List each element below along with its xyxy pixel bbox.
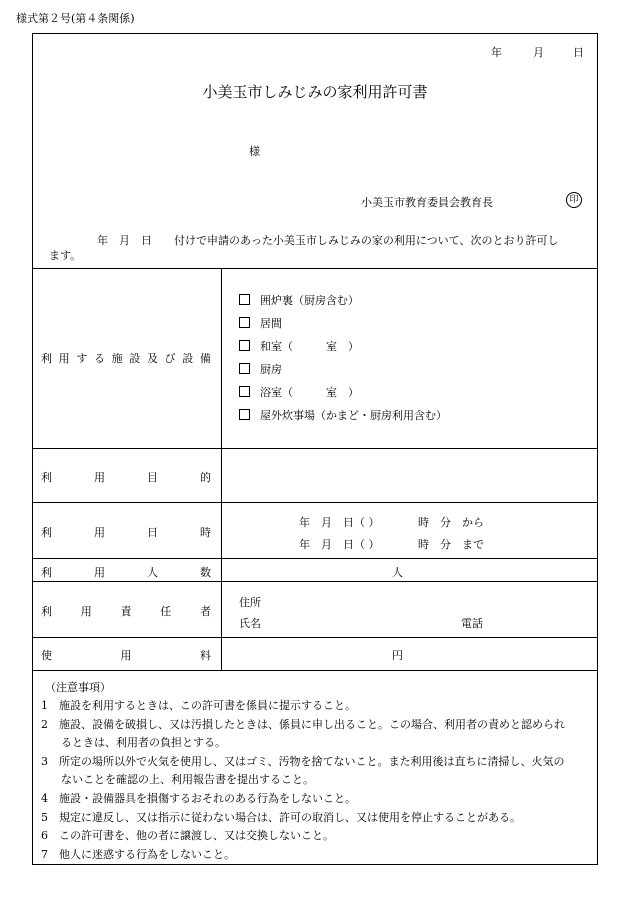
facility-option-irori[interactable]: 囲炉裏（厨房含む） <box>239 292 359 308</box>
note-item: 1 施設を利用するときは、この許可書を係員に提示すること。 <box>41 699 356 712</box>
note-item-continued: るときは、利用者の負担とする。 <box>61 736 226 749</box>
divider <box>33 637 597 638</box>
date-year-label: 年 <box>491 46 502 59</box>
checkbox[interactable] <box>239 409 250 420</box>
checkbox[interactable] <box>239 317 250 328</box>
note-item-continued: ないことを確認の上、利用報告書を提出すること。 <box>61 773 314 786</box>
divider <box>33 670 597 671</box>
facility-option-bath[interactable]: 浴室（ 室 ） <box>239 384 359 400</box>
purpose-label: 利 用 目 的 <box>41 471 211 484</box>
note-item: 5 規定に違反し、又は指示に従わない場合は、許可の取消し、又は使用を停止することがある。 <box>41 811 521 824</box>
facilities-label: 利 用 す る 施 設 及 び 設 備 <box>41 352 211 365</box>
date-month-label: 月 <box>533 46 544 59</box>
facility-option-ima[interactable]: 居間 <box>239 315 282 331</box>
permit-statement-line2: ます。 <box>49 249 82 262</box>
people-label: 利 用 人 数 <box>41 566 211 579</box>
divider <box>33 502 597 503</box>
divider <box>33 558 597 559</box>
seal-mark: 印 <box>566 192 582 208</box>
phone-label: 電話 <box>461 617 483 630</box>
note-item: 2 施設、設備を破損し、又は汚損したときは、係員に申し出ること。この場合、利用者の責めと認められ <box>41 718 565 731</box>
issuer-name: 小美玉市教育委員会教育長 <box>361 196 493 209</box>
facility-option-outdoor-kitchen[interactable]: 屋外炊事場（かまど・厨房利用含む） <box>239 407 447 423</box>
checkbox[interactable] <box>239 294 250 305</box>
datetime-end: 年 月 日（ ） 時 分 まで <box>299 538 484 551</box>
responsible-label: 利 用 責 任 者 <box>41 605 211 618</box>
addressee-suffix: 様 <box>249 145 260 158</box>
name-label: 氏名 <box>239 617 261 630</box>
note-item: 4 施設・設備器具を損傷するおそれのある行為をしないこと。 <box>41 792 356 805</box>
checkbox[interactable] <box>239 340 250 351</box>
note-item: 3 所定の場所以外で火気を使用し、又はゴミ、汚物を捨てないこと。また利用後は直ちに清掃し、火気の <box>41 755 565 768</box>
people-unit: 人 <box>392 566 403 579</box>
form-id: 様式第２号(第４条関係) <box>16 12 135 25</box>
address-label: 住所 <box>239 596 261 609</box>
note-item: 7 他人に迷惑する行為をしないこと。 <box>41 848 235 861</box>
note-item: 6 この許可書を、他の者に譲渡し、又は交換しないこと。 <box>41 829 334 842</box>
divider <box>33 448 597 449</box>
permit-form <box>32 33 598 865</box>
divider <box>33 268 597 269</box>
permit-statement-line1: 年 月 日 付けで申請のあった小美玉市しみじみの家の利用について、次のとおり許可し <box>97 234 559 247</box>
notes-title: （注意事項） <box>45 681 111 694</box>
checkbox[interactable] <box>239 363 250 374</box>
facility-option-washitsu[interactable]: 和室（ 室 ） <box>239 338 359 354</box>
column-divider <box>221 268 222 670</box>
datetime-start: 年 月 日（ ） 時 分 から <box>299 516 484 529</box>
fee-unit: 円 <box>392 649 403 662</box>
datetime-label: 利 用 日 時 <box>41 526 211 539</box>
fee-label: 使 用 料 <box>41 649 211 662</box>
facility-option-kitchen[interactable]: 厨房 <box>239 361 282 377</box>
date-day-label: 日 <box>573 46 584 59</box>
page-title: 小美玉市しみじみの家利用許可書 <box>202 83 428 101</box>
divider <box>33 581 597 582</box>
checkbox[interactable] <box>239 386 250 397</box>
